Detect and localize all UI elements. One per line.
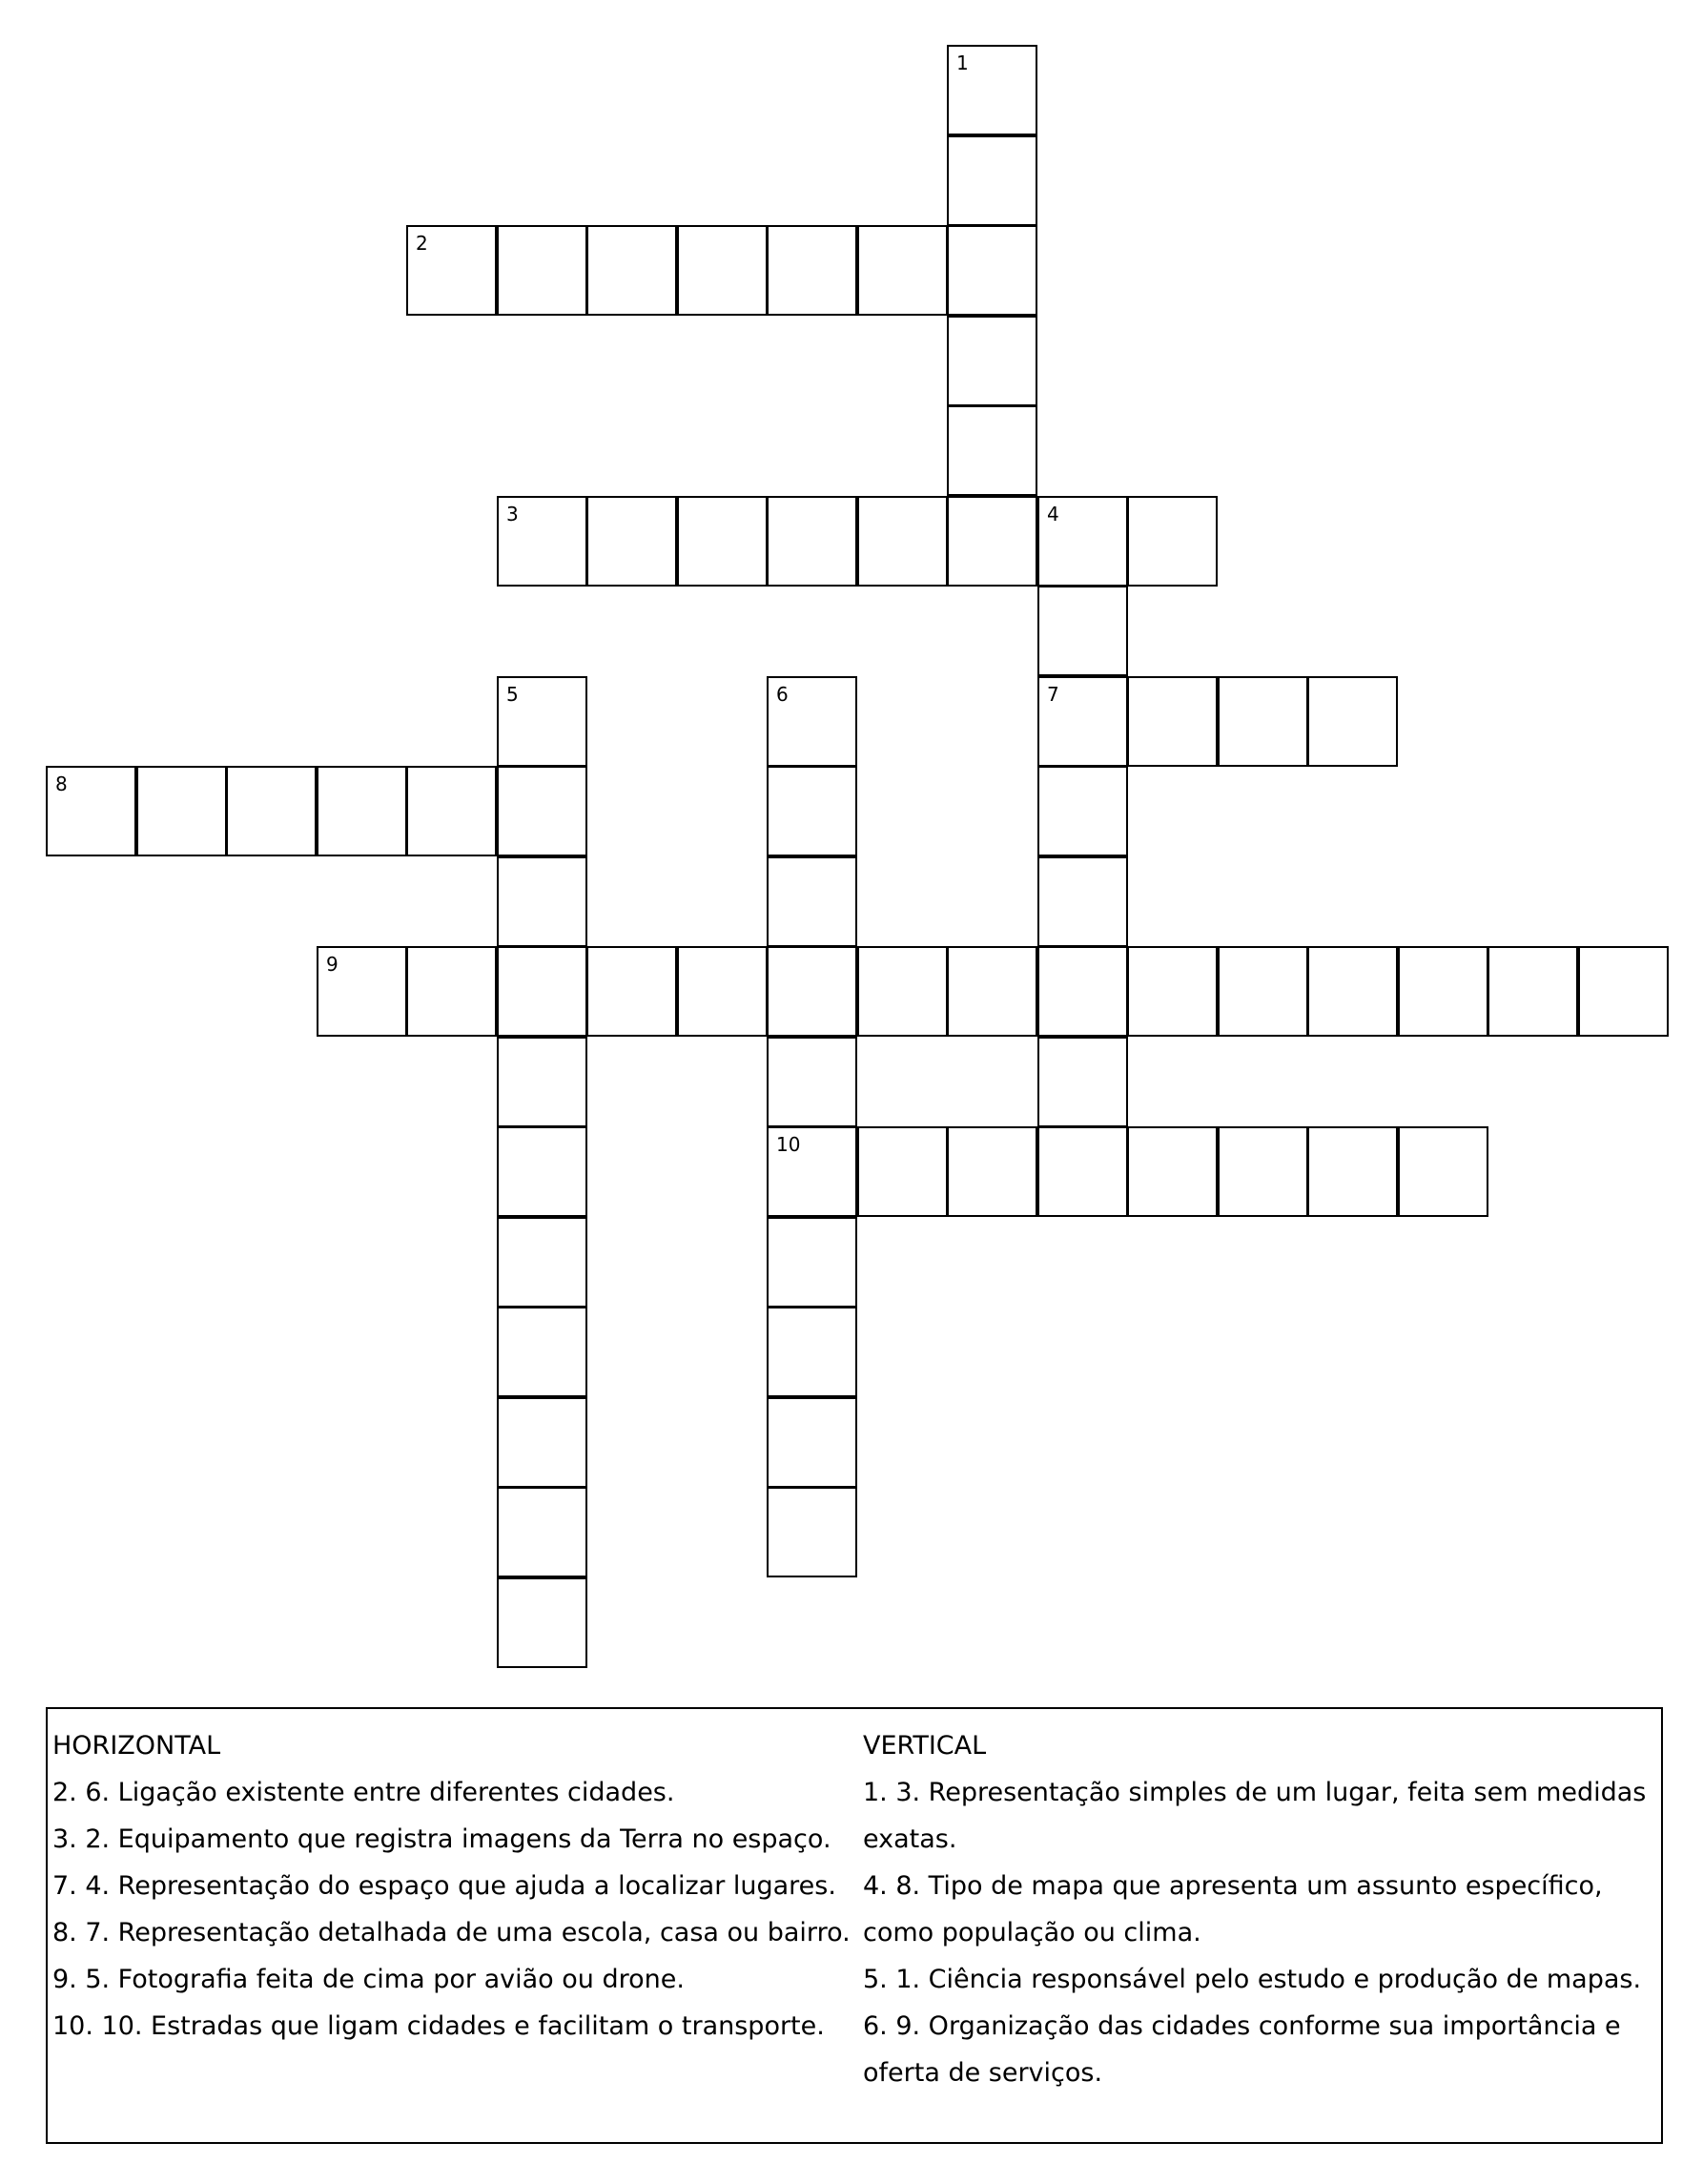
crossword-cell[interactable] [497, 1126, 587, 1217]
horizontal-title: HORIZONTAL [52, 1731, 221, 1761]
crossword-cell[interactable] [1578, 946, 1669, 1037]
crossword-cell[interactable] [497, 496, 587, 587]
crossword-cell[interactable] [1037, 1037, 1128, 1127]
crossword-cell[interactable] [1037, 1126, 1128, 1217]
crossword-cell[interactable] [767, 1037, 857, 1127]
crossword-cell[interactable] [947, 946, 1037, 1037]
crossword-cell[interactable] [767, 1487, 857, 1577]
crossword-cell[interactable] [497, 766, 587, 856]
vertical-title: VERTICAL [863, 1731, 987, 1761]
crossword-cell[interactable] [947, 45, 1037, 135]
horizontal-clues [52, 1722, 853, 2050]
crossword-cell[interactable] [497, 1487, 587, 1577]
crossword-cell[interactable] [947, 316, 1037, 406]
crossword-cell[interactable] [226, 766, 317, 856]
crossword-cell[interactable] [767, 225, 857, 316]
clue-horizontal-9: 9. 5. Fotografia feita de cima por avião ou drone. [52, 1965, 685, 1994]
crossword-cell[interactable] [1127, 676, 1218, 767]
clue-vertical-4: 4. 8. Tipo de mapa que apresenta um assunto específico, como população ou clima. [863, 1871, 1603, 1947]
crossword-cell[interactable] [1398, 1126, 1488, 1217]
crossword-cell[interactable] [1307, 946, 1398, 1037]
crossword-cell[interactable] [497, 225, 587, 316]
clue-horizontal-8: 8. 7. Representação detalhada de uma escola, casa ou bairro. [52, 1918, 851, 1947]
clue-horizontal-10: 10. 10. Estradas que ligam cidades e facilitam o transporte. [52, 2011, 825, 2041]
crossword-cell[interactable] [1037, 586, 1128, 676]
crossword-cell[interactable] [677, 496, 768, 587]
crossword-cell[interactable] [1127, 946, 1218, 1037]
crossword-cell[interactable] [497, 1037, 587, 1127]
clue-number: 8 [55, 773, 68, 795]
crossword-cell[interactable] [1218, 1126, 1308, 1217]
clue-horizontal-3: 3. 2. Equipamento que registra imagens da Terra no espaço. [52, 1824, 831, 1854]
crossword-cell[interactable] [947, 405, 1037, 496]
crossword-cell[interactable] [497, 1397, 587, 1488]
crossword-cell[interactable] [1488, 946, 1578, 1037]
crossword-cell[interactable] [1037, 496, 1128, 587]
clue-number: 10 [776, 1133, 801, 1156]
clue-number: 1 [956, 52, 969, 74]
crossword-cell[interactable] [497, 1217, 587, 1308]
clue-horizontal-7: 7. 4. Representação do espaço que ajuda a localizar lugares. [52, 1871, 836, 1901]
crossword-cell[interactable] [857, 225, 948, 316]
crossword-cell[interactable] [1218, 676, 1308, 767]
crossword-cell[interactable] [497, 676, 587, 767]
vertical-clues [863, 1722, 1654, 2096]
clue-number: 4 [1047, 503, 1059, 525]
clue-number: 2 [416, 232, 428, 255]
crossword-cell[interactable] [1218, 946, 1308, 1037]
clue-horizontal-2: 2. 6. Ligação existente entre diferentes cidades. [52, 1778, 675, 1807]
crossword-cell[interactable] [767, 676, 857, 767]
crossword-cell[interactable] [406, 946, 497, 1037]
crossword-cell[interactable] [1398, 946, 1488, 1037]
crossword-cell[interactable] [497, 946, 587, 1037]
crossword-cell[interactable] [406, 225, 497, 316]
clues-panel [46, 1707, 1663, 2144]
crossword-cell[interactable] [317, 946, 407, 1037]
crossword-cell[interactable] [767, 1217, 857, 1308]
crossword-cell[interactable] [1037, 676, 1128, 767]
clue-vertical-5: 5. 1. Ciência responsável pelo estudo e produção de mapas. [863, 1965, 1642, 1994]
crossword-cell[interactable] [1307, 676, 1398, 767]
crossword-cell[interactable] [586, 496, 677, 587]
crossword-cell[interactable] [586, 946, 677, 1037]
crossword-cell[interactable] [46, 766, 136, 856]
crossword-cell[interactable] [677, 225, 768, 316]
crossword-cell[interactable] [767, 1126, 857, 1217]
crossword-cell[interactable] [947, 135, 1037, 226]
crossword-cell[interactable] [947, 225, 1037, 316]
crossword-cell[interactable] [1037, 766, 1128, 856]
crossword-cell[interactable] [767, 1307, 857, 1397]
crossword-cell[interactable] [1037, 946, 1128, 1037]
crossword-cell[interactable] [586, 225, 677, 316]
crossword-cell[interactable] [1127, 496, 1218, 587]
clue-number: 3 [506, 503, 519, 525]
crossword-cell[interactable] [497, 856, 587, 947]
clue-number: 7 [1047, 683, 1059, 706]
crossword-cell[interactable] [857, 946, 948, 1037]
clue-vertical-6: 6. 9. Organização das cidades conforme sua importância e oferta de serviços. [863, 2011, 1621, 2088]
crossword-cell[interactable] [1127, 1126, 1218, 1217]
clue-number: 9 [326, 953, 339, 976]
crossword-cell[interactable] [947, 496, 1037, 587]
crossword-cell[interactable] [1037, 856, 1128, 947]
clue-vertical-1: 1. 3. Representação simples de um lugar, feita sem medidas exatas. [863, 1778, 1647, 1854]
crossword-cell[interactable] [767, 946, 857, 1037]
crossword-cell[interactable] [1307, 1126, 1398, 1217]
crossword-cell[interactable] [857, 1126, 948, 1217]
crossword-cell[interactable] [857, 496, 948, 587]
crossword-cell[interactable] [317, 766, 407, 856]
clue-number: 5 [506, 683, 519, 706]
crossword-cell[interactable] [497, 1307, 587, 1397]
crossword-cell[interactable] [677, 946, 768, 1037]
crossword-cell[interactable] [767, 856, 857, 947]
crossword-cell[interactable] [497, 1577, 587, 1668]
crossword-cell[interactable] [767, 1397, 857, 1488]
clue-number: 6 [776, 683, 789, 706]
crossword-cell[interactable] [767, 496, 857, 587]
crossword-cell[interactable] [767, 766, 857, 856]
crossword-cell[interactable] [947, 1126, 1037, 1217]
crossword-cell[interactable] [136, 766, 227, 856]
crossword-cell[interactable] [406, 766, 497, 856]
